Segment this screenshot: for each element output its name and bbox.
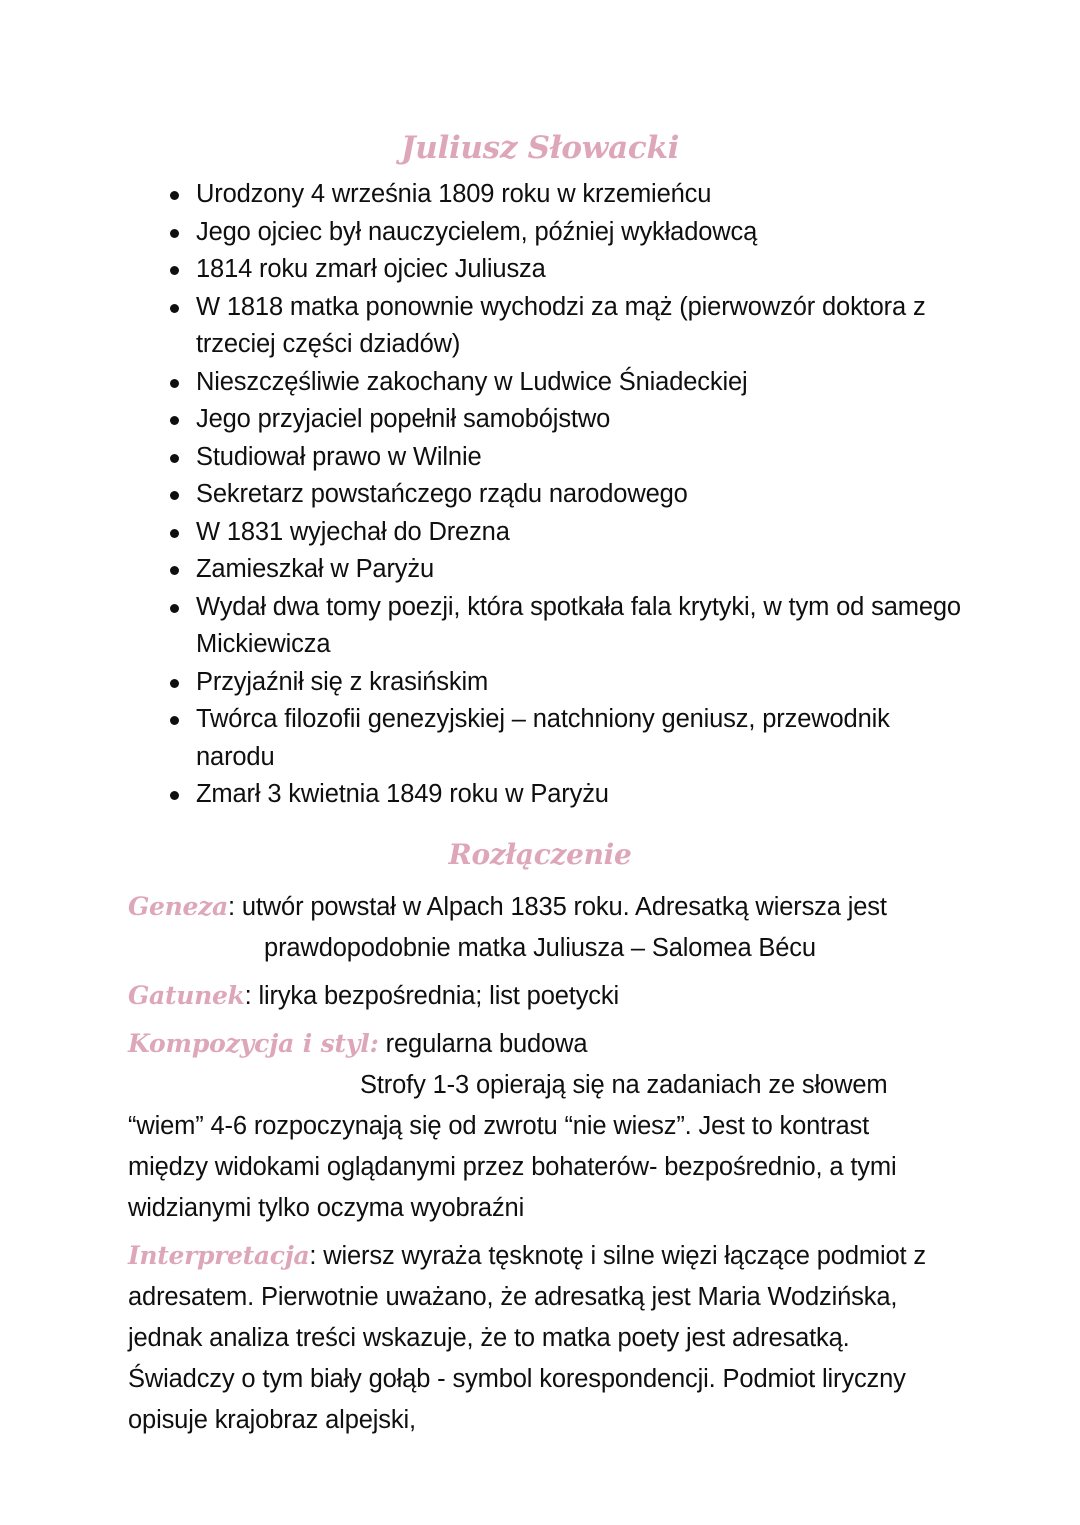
interpretacja-paragraph: [128, 1235, 952, 1441]
kompozycja-label: Kompozycja i styl:: [128, 1029, 379, 1058]
geneza-paragraph: [128, 886, 952, 928]
list-item: Sekretarz powstańczego rządu narodowego: [168, 476, 968, 514]
interpretacja-separator: :: [309, 1242, 324, 1270]
kompozycja-body-rest: “wiem” 4-6 rozpoczynają się od zwrotu “nie wiesz”. Jest to kontrast między widokami oglądanymi przez bohaterów- bezpośrednio, a tymi widzianymi tylko oczyma wyobraźni: [128, 1112, 897, 1222]
geneza-line1: utwór powstał w Alpach 1835 roku. Adresatką wiersza jest: [241, 893, 887, 921]
list-item: Twórca filozofii genezyjskiej – natchniony geniusz, przewodnik narodu: [168, 701, 968, 776]
section-title-rozlaczenie: Rozłączenie: [448, 838, 632, 871]
list-item: Nieszczęśliwie zakochany w Ludwice Śniadeckiej: [168, 364, 968, 402]
gatunek-label: Gatunek: [128, 981, 245, 1010]
list-item: Przyjaźnił się z krasińskim: [168, 664, 968, 702]
poem-analysis-block: [128, 886, 952, 1441]
interpretacja-label: Interpretacja: [128, 1241, 310, 1270]
interpretacja-text: wiersz wyraża tęsknotę i silne więzi łączące podmiot z adresatem. Pierwotnie uważano, że adresatką jest Maria Wodzińska, jednak analiza treści wskazuje, że to matka poety jest adresatką. Świadczy o tym biały gołąb - symbol korespondencji. Podmiot liryczny opisuje krajobraz alpejski,: [128, 1242, 926, 1434]
gatunek-separator: :: [244, 982, 259, 1010]
list-item: Urodzony 4 września 1809 roku w krzemieńcu: [168, 176, 968, 214]
biography-bullet-list: [168, 176, 968, 814]
kompozycja-text: regularna budowa: [378, 1030, 588, 1058]
geneza-label: Geneza: [128, 892, 228, 921]
list-item: Wydał dwa tomy poezji, która spotkała fala krytyki, w tym od samego Mickiewicza: [168, 589, 968, 664]
geneza-separator: :: [227, 893, 242, 921]
list-item: Jego ojciec był nauczycielem, później wykładowcą: [168, 214, 968, 252]
list-item: W 1818 matka ponownie wychodzi za mąż (pierwowzór doktora z trzeciej części dziadów): [168, 289, 968, 364]
kompozycja-body: [128, 1065, 952, 1229]
list-item: 1814 roku zmarł ojciec Juliusza: [168, 251, 968, 289]
list-item: Jego przyjaciel popełnił samobójstwo: [168, 401, 968, 439]
geneza-line2: prawdopodobnie matka Juliusza – Salomea Bécu: [264, 934, 816, 962]
kompozycja-body-line1: Strofy 1-3 opierają się na zadaniach ze słowem: [360, 1071, 888, 1099]
page-title: Juliusz Słowacki: [400, 130, 680, 166]
gatunek-text: liryka bezpośrednia; list poetycki: [258, 982, 620, 1010]
list-item: Zmarł 3 kwietnia 1849 roku w Paryżu: [168, 776, 968, 814]
list-item: Zamieszkał w Paryżu: [168, 551, 968, 589]
list-item: W 1831 wyjechał do Drezna: [168, 514, 968, 552]
gatunek-paragraph: [128, 975, 952, 1017]
kompozycja-paragraph: [128, 1023, 952, 1065]
list-item: Studiował prawo w Wilnie: [168, 439, 968, 477]
